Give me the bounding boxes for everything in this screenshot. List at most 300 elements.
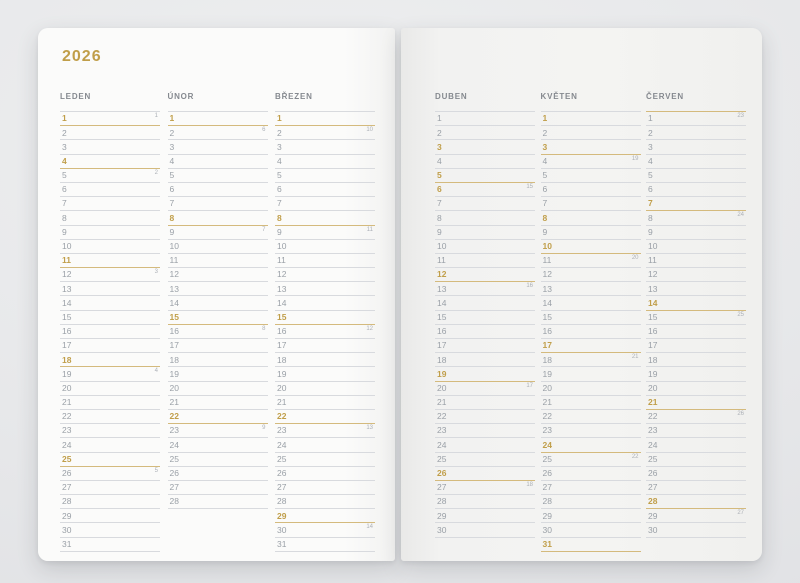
day-row: [646, 509, 746, 523]
day-row: [275, 183, 375, 197]
day-row: [168, 254, 268, 268]
day-row: [435, 183, 535, 197]
day-number: 31: [277, 538, 287, 549]
day-number: 12: [169, 269, 179, 280]
day-number: 25: [169, 453, 179, 464]
day-number: 29: [542, 510, 552, 521]
day-row: [60, 325, 160, 339]
day-row: [646, 240, 746, 254]
day-row: [435, 367, 535, 381]
day-number: 16: [277, 326, 287, 337]
day-number: 26: [437, 468, 447, 479]
day-row: [435, 254, 535, 268]
day-number: 6: [62, 184, 67, 195]
day-row: [541, 140, 641, 154]
day-number: 11: [542, 255, 552, 266]
day-number: 6: [648, 184, 653, 195]
day-row: [168, 325, 268, 339]
day-number: 25: [542, 453, 552, 464]
day-number: 5: [542, 170, 548, 181]
day-row: [435, 268, 535, 282]
day-row: [435, 424, 535, 438]
day-number: 11: [169, 255, 179, 266]
day-number: 4: [277, 155, 282, 166]
day-row: [541, 538, 641, 552]
day-row: [275, 211, 375, 225]
day-row: [275, 240, 375, 254]
day-row: [541, 424, 641, 438]
day-number: 14: [437, 297, 447, 308]
day-number: 14: [648, 297, 658, 308]
day-number: 15: [542, 311, 552, 322]
day-row: [435, 296, 535, 310]
day-number: 23: [62, 425, 72, 436]
day-number: 6: [542, 184, 548, 195]
day-number: 20: [542, 382, 552, 393]
day-number: 22: [277, 411, 287, 422]
day-row: [541, 126, 641, 140]
day-number: 21: [437, 397, 447, 408]
day-row: [60, 339, 160, 353]
day-number: 22: [169, 411, 179, 422]
day-row: [60, 453, 160, 467]
day-row: [435, 382, 535, 396]
day-number: 9: [648, 226, 653, 237]
day-row: [275, 197, 375, 211]
day-number: 15: [169, 311, 179, 322]
day-row: [275, 325, 375, 339]
month-name: BŘEZEN: [275, 92, 313, 101]
day-number: 30: [62, 524, 72, 535]
day-number: 27: [277, 482, 287, 493]
day-number: 1: [169, 113, 175, 124]
day-number: 9: [169, 226, 175, 237]
day-number: 17: [542, 340, 552, 351]
day-number: 22: [648, 411, 658, 422]
day-row: [275, 453, 375, 467]
day-row: [275, 410, 375, 424]
day-number: 16: [542, 326, 552, 337]
day-number: 13: [277, 283, 287, 294]
day-number: 1: [62, 113, 67, 124]
day-number: 7: [437, 198, 442, 209]
month-column: [60, 92, 160, 552]
day-row: [275, 268, 375, 282]
day-row: [541, 353, 641, 367]
day-number: 12: [648, 269, 658, 280]
day-number: 2: [169, 127, 175, 138]
week-number: 8: [262, 325, 266, 332]
day-row: [646, 140, 746, 154]
day-row: [541, 211, 641, 225]
day-row: [168, 396, 268, 410]
day-number: 26: [648, 468, 658, 479]
day-row: [646, 339, 746, 353]
day-number: 31: [62, 538, 72, 549]
day-number: 1: [277, 113, 282, 124]
day-row: [646, 353, 746, 367]
day-number: 10: [648, 241, 658, 252]
day-row: [435, 226, 535, 240]
day-row: [168, 268, 268, 282]
day-number: 23: [277, 425, 287, 436]
week-number: 24: [737, 212, 744, 219]
day-row: [60, 495, 160, 509]
right-months: [435, 92, 746, 552]
day-row: [541, 509, 641, 523]
day-row: [435, 325, 535, 339]
day-number: 8: [542, 212, 548, 223]
day-number: 16: [437, 326, 447, 337]
day-row: [168, 169, 268, 183]
day-row: [435, 211, 535, 225]
day-number: 18: [277, 354, 287, 365]
day-row: [541, 325, 641, 339]
day-number: 14: [277, 297, 287, 308]
day-row: [168, 339, 268, 353]
day-row: [60, 197, 160, 211]
day-row: [541, 481, 641, 495]
day-row: [541, 282, 641, 296]
day-number: 28: [437, 496, 447, 507]
day-number: 13: [169, 283, 179, 294]
year-title: 2026: [62, 48, 102, 65]
day-number: 4: [542, 155, 548, 166]
day-row: [435, 438, 535, 452]
day-row: [275, 126, 375, 140]
day-row: [646, 424, 746, 438]
day-number: 27: [648, 482, 658, 493]
day-row: [168, 495, 268, 509]
day-row: [60, 296, 160, 310]
day-row: [646, 311, 746, 325]
day-row: [646, 410, 746, 424]
day-number: 21: [169, 397, 179, 408]
day-number: 28: [62, 496, 72, 507]
day-row: [168, 226, 268, 240]
day-row: [275, 311, 375, 325]
day-row: [541, 367, 641, 381]
day-row: [168, 367, 268, 381]
day-row: [541, 495, 641, 509]
day-number: 3: [437, 141, 442, 152]
day-number: 21: [542, 397, 552, 408]
day-number: 19: [169, 368, 179, 379]
week-number: 15: [526, 183, 533, 190]
day-number: 2: [648, 127, 653, 138]
day-number: 17: [437, 340, 447, 351]
day-number: 13: [437, 283, 447, 294]
day-number: 7: [648, 198, 653, 209]
day-number: 18: [62, 354, 72, 365]
day-number: 3: [542, 141, 548, 152]
day-row: [60, 268, 160, 282]
day-number: 15: [62, 311, 72, 322]
day-row: [646, 197, 746, 211]
day-row: [646, 481, 746, 495]
day-number: 9: [437, 226, 442, 237]
month-column: [275, 92, 375, 552]
day-row: [435, 240, 535, 254]
day-number: 18: [437, 354, 447, 365]
day-number: 5: [437, 170, 442, 181]
day-row: [60, 523, 160, 537]
day-number: 12: [277, 269, 287, 280]
day-row: [646, 382, 746, 396]
day-row: [435, 155, 535, 169]
day-number: 17: [648, 340, 658, 351]
day-number: 3: [169, 141, 175, 152]
day-number: 24: [62, 439, 72, 450]
planner-spread: [38, 28, 762, 561]
day-number: 1: [542, 113, 548, 124]
day-row: [541, 240, 641, 254]
day-row: [646, 226, 746, 240]
day-row: [60, 538, 160, 552]
day-number: 15: [437, 311, 447, 322]
day-row: [168, 311, 268, 325]
day-row: [275, 367, 375, 381]
day-row: [60, 424, 160, 438]
day-number: 9: [542, 226, 548, 237]
day-number: 29: [62, 510, 72, 521]
day-number: 19: [277, 368, 287, 379]
day-row: [275, 523, 375, 537]
week-number: 3: [154, 269, 158, 276]
day-number: 28: [169, 496, 179, 507]
right-page: [401, 28, 762, 561]
day-row: [541, 268, 641, 282]
day-number: 11: [277, 255, 286, 266]
day-number: 19: [648, 368, 658, 379]
day-number: 16: [648, 326, 658, 337]
day-row: [275, 382, 375, 396]
day-row: [646, 183, 746, 197]
day-number: 5: [62, 170, 67, 181]
week-number: 5: [154, 467, 158, 474]
day-number: 10: [169, 241, 179, 252]
day-row: [60, 438, 160, 452]
day-number: 17: [277, 340, 287, 351]
day-number: 24: [542, 439, 552, 450]
day-row: [275, 112, 375, 126]
day-number: 25: [648, 453, 658, 464]
day-number: 27: [542, 482, 552, 493]
day-row: [646, 438, 746, 452]
week-number: 21: [631, 354, 639, 361]
day-row: [541, 296, 641, 310]
day-number: 30: [437, 524, 447, 535]
day-row: [541, 254, 641, 268]
day-number: 27: [169, 482, 179, 493]
day-row: [541, 410, 641, 424]
day-number: 26: [169, 468, 179, 479]
day-row: [435, 126, 535, 140]
day-number: 5: [277, 170, 282, 181]
day-number: 13: [542, 283, 552, 294]
week-number: 2: [154, 169, 158, 176]
day-row: [541, 438, 641, 452]
month-name: LEDEN: [60, 92, 92, 101]
day-number: 31: [542, 538, 552, 549]
week-number: 27: [737, 510, 744, 517]
day-number: 4: [62, 155, 67, 166]
day-number: 23: [648, 425, 658, 436]
day-row: [541, 226, 641, 240]
day-number: 11: [648, 255, 657, 266]
day-number: 25: [437, 453, 447, 464]
day-number: 10: [277, 241, 287, 252]
day-row: [646, 155, 746, 169]
day-row: [541, 169, 641, 183]
day-row: [275, 481, 375, 495]
day-row: [541, 155, 641, 169]
day-row: [60, 353, 160, 367]
day-row: [275, 339, 375, 353]
day-row: [275, 467, 375, 481]
day-number: 18: [648, 354, 658, 365]
day-row: [435, 353, 535, 367]
day-number: 6: [277, 184, 282, 195]
day-number: 21: [277, 397, 287, 408]
week-number: 17: [526, 382, 533, 389]
day-number: 17: [62, 340, 72, 351]
day-number: 19: [542, 368, 552, 379]
day-row: [646, 396, 746, 410]
day-row: [646, 325, 746, 339]
day-row: [541, 197, 641, 211]
day-number: 20: [437, 382, 447, 393]
day-row: [275, 169, 375, 183]
day-number: 13: [648, 283, 658, 294]
day-row: [168, 453, 268, 467]
day-number: 3: [62, 141, 67, 152]
day-row: [541, 396, 641, 410]
day-number: 2: [62, 127, 67, 138]
week-number: 10: [366, 127, 373, 134]
day-row: [435, 453, 535, 467]
day-number: 4: [169, 155, 175, 166]
day-row: [275, 140, 375, 154]
day-row: [435, 339, 535, 353]
day-number: 8: [169, 212, 175, 223]
day-number: 16: [62, 326, 72, 337]
day-row: [646, 254, 746, 268]
day-number: 25: [62, 453, 72, 464]
day-row: [435, 197, 535, 211]
day-row: [646, 112, 746, 126]
day-number: 21: [648, 397, 658, 408]
day-row: [60, 140, 160, 154]
day-row: [541, 467, 641, 481]
day-number: 20: [277, 382, 287, 393]
day-row: [168, 183, 268, 197]
day-number: 29: [277, 510, 287, 521]
day-row: [646, 169, 746, 183]
day-row: [275, 254, 375, 268]
day-row: [646, 367, 746, 381]
day-row: [646, 282, 746, 296]
day-row: [646, 126, 746, 140]
day-number: 24: [648, 439, 658, 450]
day-number: 10: [542, 241, 552, 252]
day-number: 23: [542, 425, 552, 436]
day-row: [275, 353, 375, 367]
day-number: 8: [62, 212, 67, 223]
day-row: [435, 311, 535, 325]
day-row: [435, 169, 535, 183]
day-row: [60, 254, 160, 268]
day-number: 11: [437, 255, 446, 266]
day-row: [541, 382, 641, 396]
day-number: 13: [62, 283, 72, 294]
day-row: [646, 523, 746, 537]
day-number: 3: [648, 141, 653, 152]
day-row: [541, 311, 641, 325]
day-row: [435, 523, 535, 537]
month-name: ČERVEN: [646, 92, 684, 101]
day-number: 21: [62, 397, 72, 408]
day-row: [541, 453, 641, 467]
day-number: 17: [169, 340, 179, 351]
day-number: 8: [277, 212, 282, 223]
day-row: [435, 396, 535, 410]
day-row: [646, 268, 746, 282]
day-number: 19: [62, 368, 72, 379]
day-row: [435, 112, 535, 126]
day-row: [168, 126, 268, 140]
day-number: 1: [437, 113, 442, 124]
day-row: [168, 155, 268, 169]
day-row: [60, 311, 160, 325]
day-number: 26: [277, 468, 287, 479]
day-row: [275, 538, 375, 552]
day-row: [275, 226, 375, 240]
day-row: [541, 339, 641, 353]
week-number: 12: [366, 325, 373, 332]
day-number: 29: [648, 510, 658, 521]
day-row: [275, 495, 375, 509]
day-row: [646, 453, 746, 467]
day-row: [541, 523, 641, 537]
day-number: 30: [277, 524, 287, 535]
day-row: [646, 211, 746, 225]
day-row: [168, 197, 268, 211]
day-row: [168, 353, 268, 367]
day-number: 7: [542, 198, 548, 209]
day-number: 24: [169, 439, 179, 450]
day-row: [60, 211, 160, 225]
day-number: 29: [437, 510, 447, 521]
week-number: 25: [737, 311, 744, 318]
day-row: [60, 282, 160, 296]
day-number: 27: [62, 482, 72, 493]
day-number: 16: [169, 326, 179, 337]
day-number: 28: [277, 496, 287, 507]
month-column: [541, 92, 641, 552]
day-row: [60, 410, 160, 424]
day-row: [60, 467, 160, 481]
month-name: ÚNOR: [167, 92, 195, 101]
day-number: 24: [437, 439, 447, 450]
day-row: [168, 424, 268, 438]
week-number: 11: [366, 226, 373, 233]
day-row: [435, 140, 535, 154]
day-row: [646, 467, 746, 481]
day-number: 2: [277, 127, 282, 138]
day-row: [275, 282, 375, 296]
week-number: 4: [154, 368, 158, 375]
